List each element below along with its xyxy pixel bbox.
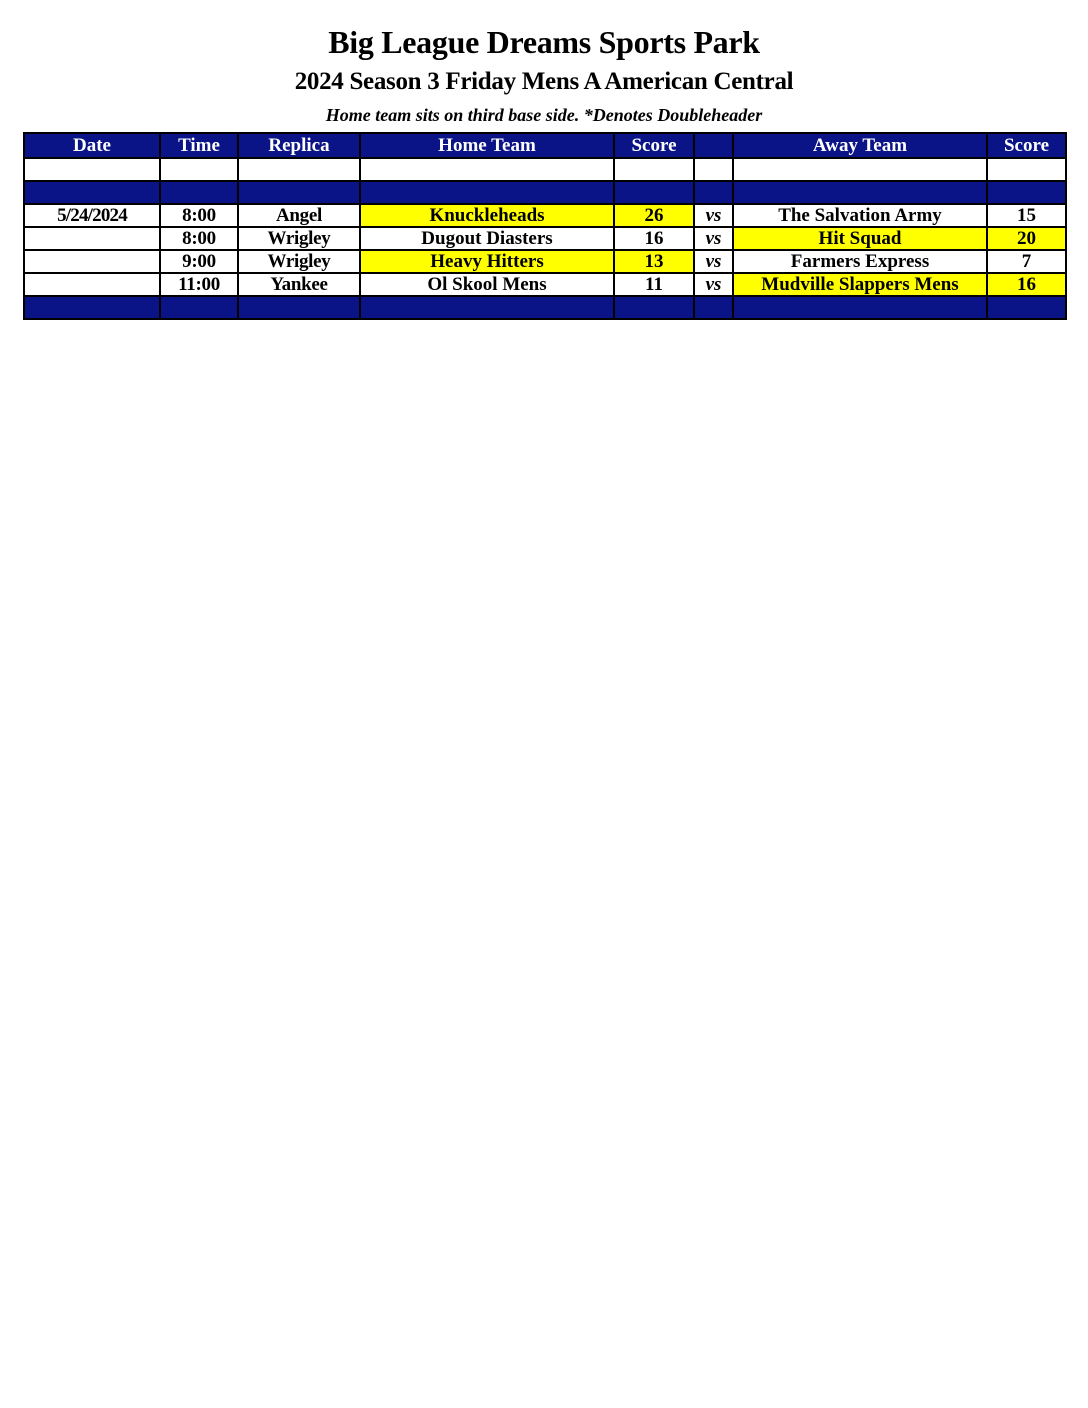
away-score: 7 [987,250,1066,273]
game-row [24,204,1066,227]
home-team: Heavy Hitters [360,250,614,273]
game-date: 5/24/2024 [24,204,160,227]
band-cell [238,181,360,204]
away-team: Farmers Express [733,250,987,273]
empty-cell [614,158,694,181]
vs-label: vs [694,204,733,227]
game-replica-field: Yankee [238,273,360,296]
home-score: 16 [614,227,694,250]
band-cell [694,181,733,204]
schedule-table [23,132,1067,320]
away-team: Mudville Slappers Mens [733,273,987,296]
band-cell [987,296,1066,319]
game-time: 8:00 [160,227,238,250]
game-time: 9:00 [160,250,238,273]
game-row [24,250,1066,273]
band-cell [987,181,1066,204]
divider-band-row [24,181,1066,204]
band-cell [160,181,238,204]
band-cell [614,181,694,204]
game-row [24,227,1066,250]
column-header-time: Time [160,133,238,158]
column-header-home-team: Home Team [360,133,614,158]
empty-row [24,158,1066,181]
band-cell [360,296,614,319]
vs-label: vs [694,250,733,273]
vs-label: vs [694,273,733,296]
away-score: 16 [987,273,1066,296]
away-team: The Salvation Army [733,204,987,227]
game-replica-field: Wrigley [238,250,360,273]
band-cell [24,181,160,204]
band-cell [360,181,614,204]
home-team: Ol Skool Mens [360,273,614,296]
game-date [24,227,160,250]
band-cell [238,296,360,319]
column-header-vs [694,133,733,158]
empty-cell [694,158,733,181]
band-cell [160,296,238,319]
empty-cell [360,158,614,181]
empty-cell [987,158,1066,181]
game-replica-field: Wrigley [238,227,360,250]
column-header-away-team: Away Team [733,133,987,158]
away-team: Hit Squad [733,227,987,250]
column-header-date: Date [24,133,160,158]
home-score: 26 [614,204,694,227]
empty-cell [160,158,238,181]
game-time: 8:00 [160,204,238,227]
divider-band-row [24,296,1066,319]
vs-label: vs [694,227,733,250]
band-cell [733,296,987,319]
league-subtitle: 2024 Season 3 Friday Mens A American Central [294,68,794,95]
game-date [24,273,160,296]
empty-cell [24,158,160,181]
empty-cell [733,158,987,181]
game-row [24,273,1066,296]
home-team: Knuckleheads [360,204,614,227]
empty-cell [238,158,360,181]
game-replica-field: Angel [238,204,360,227]
schedule-note: Home team sits on third base side. *Denotes Doubleheader [325,105,763,125]
band-cell [614,296,694,319]
game-time: 11:00 [160,273,238,296]
column-header-replica: Replica [238,133,360,158]
game-date [24,250,160,273]
away-score: 20 [987,227,1066,250]
home-score: 13 [614,250,694,273]
table-header-row [24,133,1066,158]
home-score: 11 [614,273,694,296]
home-team: Dugout Diasters [360,227,614,250]
band-cell [24,296,160,319]
column-header-home-score: Score [614,133,694,158]
column-header-away-score: Score [987,133,1066,158]
away-score: 15 [987,204,1066,227]
band-cell [694,296,733,319]
band-cell [733,181,987,204]
page-title: Big League Dreams Sports Park [328,24,760,60]
